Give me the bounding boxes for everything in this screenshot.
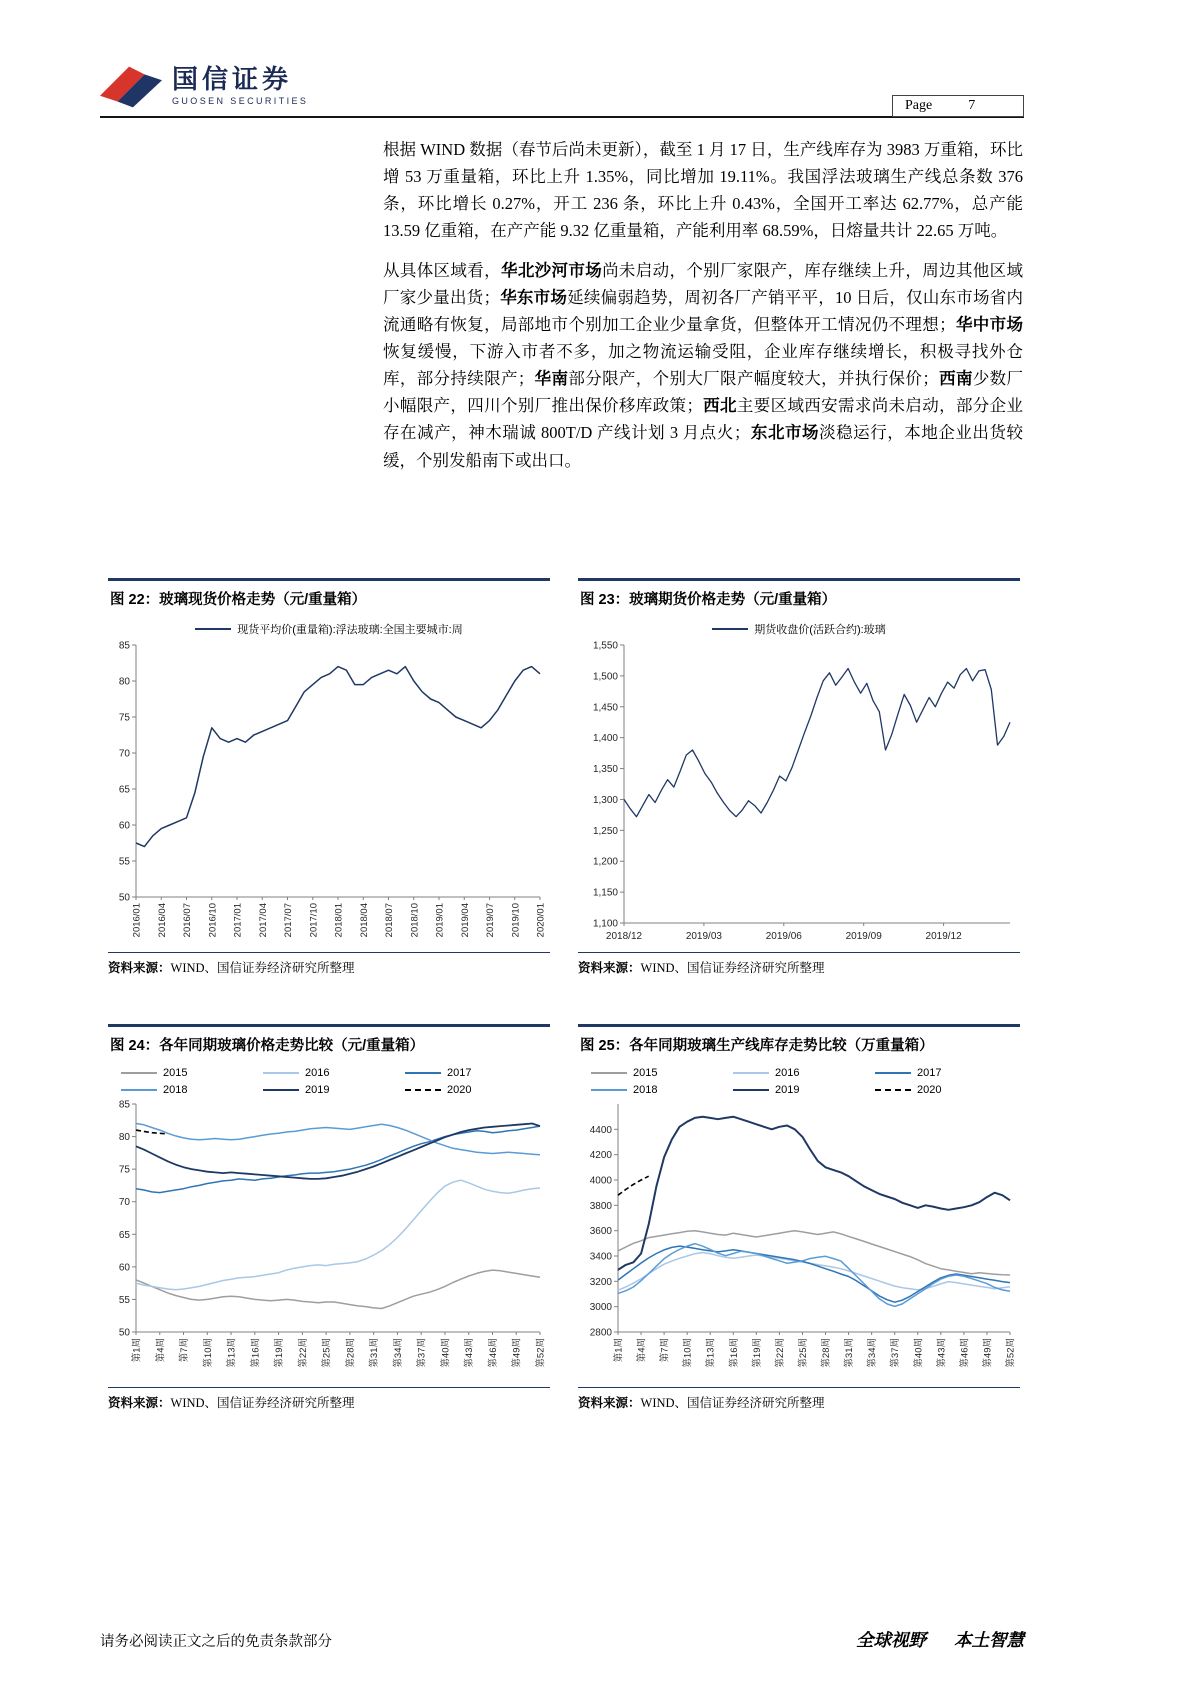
brand-logo [100,64,308,108]
legend-item [591,1067,723,1079]
legend-item [121,1084,253,1096]
svg-text:75: 75 [118,712,130,724]
svg-text:1,500: 1,500 [592,670,618,682]
svg-text:第13周: 第13周 [705,1337,717,1368]
svg-text:2017/07: 2017/07 [283,902,294,937]
svg-text:第16周: 第16周 [728,1337,740,1368]
page-number: 7 [968,98,976,113]
svg-text:第49周: 第49周 [511,1337,523,1368]
svg-text:2018/10: 2018/10 [409,902,421,937]
legend-line-icon [712,628,748,630]
legend-label: 现货平均价(重量箱):浮法玻璃:全国主要城市:周 [237,623,463,636]
figure-24-chart [108,1098,550,1384]
footer-slogan [856,1627,1024,1652]
legend-label: 2018 [633,1083,658,1096]
brand-name: 国信证券 [172,63,293,94]
svg-text:第1周: 第1周 [131,1337,143,1362]
figure-24-source [108,1387,550,1411]
legend-line-icon [733,1089,769,1091]
svg-text:2019/07: 2019/07 [485,902,496,937]
svg-text:第37周: 第37周 [416,1337,428,1368]
source-text: WIND、国信证券经济研究所整理 [640,1395,825,1410]
legend-item [121,1067,253,1079]
svg-text:3200: 3200 [589,1276,612,1288]
svg-text:第52周: 第52周 [535,1337,547,1368]
svg-text:75: 75 [118,1164,130,1176]
svg-text:2019/12: 2019/12 [925,930,962,942]
paragraph-production-data: 根据 WIND 数据（春节后尚未更新），截至 1 月 17 日，生产线库存为 3983 万重箱，环比增 53 万重量箱，环比上升 1.35%，同比增加 19.11%。我国浮法玻璃生产线总条数 376 条，环比增长 0.27%，开工 236 条，环比上升 0.43%，全国开工率达 62.77%，总产能 13.59 亿重箱，在产产能 9.32 亿重量箱，产能利用率 68.59%，日熔量共计 22.65 万吨。 [383,140,1023,241]
svg-text:第52周: 第52周 [1005,1337,1017,1368]
legend-label: 2020 [447,1083,472,1096]
svg-text:第46周: 第46周 [959,1337,971,1368]
guosen-logo-icon [100,64,162,108]
svg-text:第10周: 第10周 [682,1337,694,1368]
figure-25-legend [578,1067,1020,1096]
figure-23-legend [578,621,1020,637]
svg-text:1,550: 1,550 [592,640,618,652]
source-label: 资料来源： [578,960,641,975]
brand-subtitle: GUOSEN SECURITIES [172,96,309,107]
svg-text:1,450: 1,450 [592,701,618,713]
svg-text:3600: 3600 [589,1225,612,1237]
svg-text:50: 50 [118,892,130,904]
svg-text:4000: 4000 [589,1175,612,1187]
legend-line-icon [733,1072,769,1074]
svg-text:2019/03: 2019/03 [685,930,722,942]
svg-text:55: 55 [118,856,130,868]
legend-line-icon [591,1089,627,1091]
svg-text:第4周: 第4周 [636,1337,648,1362]
svg-text:2019/09: 2019/09 [845,930,882,942]
svg-text:85: 85 [118,1099,130,1111]
svg-text:第28周: 第28周 [821,1337,833,1368]
slogan-right: 本土智慧 [954,1630,1024,1650]
disclaimer-text: 请务必阅读正文之后的免责条款部分 [100,1634,332,1650]
svg-text:第25周: 第25周 [321,1337,333,1368]
svg-text:3400: 3400 [589,1251,612,1263]
svg-text:65: 65 [118,784,130,796]
svg-text:70: 70 [118,1196,130,1208]
svg-text:第7周: 第7周 [659,1337,671,1362]
legend-line-icon [121,1072,157,1074]
svg-text:1,200: 1,200 [592,856,618,868]
figure-grid [108,578,1020,1411]
svg-text:第37周: 第37周 [890,1337,902,1368]
legend-label: 2020 [917,1083,942,1096]
figure-23-source [578,952,1020,976]
svg-text:60: 60 [118,820,130,832]
legend-label: 2019 [775,1083,800,1096]
svg-text:第31周: 第31周 [369,1337,381,1368]
legend-item [712,621,885,637]
svg-text:2018/07: 2018/07 [384,902,395,937]
svg-text:55: 55 [118,1294,130,1306]
figure-22-title: 图 22：玻璃现货价格走势（元/重量箱） [108,578,550,615]
legend-line-icon [263,1089,299,1091]
slogan-left: 全球视野 [856,1630,926,1650]
svg-text:第13周: 第13周 [226,1337,238,1368]
svg-text:第22周: 第22周 [297,1337,309,1368]
legend-item [405,1067,537,1079]
figure-22-legend [108,621,550,637]
legend-item [405,1084,537,1096]
figure-22-chart [108,639,550,949]
svg-text:65: 65 [118,1229,130,1241]
svg-text:85: 85 [118,640,130,652]
svg-text:4400: 4400 [589,1124,612,1136]
svg-text:2017/04: 2017/04 [257,902,269,937]
legend-line-icon [875,1072,911,1074]
legend-label: 2016 [775,1066,800,1079]
source-label: 资料来源： [578,1395,641,1410]
svg-text:1,300: 1,300 [592,794,618,806]
svg-text:第19周: 第19周 [274,1337,286,1368]
svg-text:第4周: 第4周 [155,1337,167,1362]
legend-line-icon [405,1072,441,1074]
svg-text:2016/04: 2016/04 [156,902,168,937]
legend-item [263,1067,395,1079]
svg-text:第10周: 第10周 [202,1337,214,1368]
legend-item [195,621,463,637]
svg-text:2017/10: 2017/10 [308,902,320,937]
source-label: 资料来源： [108,960,171,975]
svg-text:2019/06: 2019/06 [765,930,802,942]
svg-text:第19周: 第19周 [751,1337,763,1368]
svg-text:第43周: 第43周 [464,1337,476,1368]
svg-text:第28周: 第28周 [345,1337,357,1368]
svg-text:2016/07: 2016/07 [182,902,193,937]
figure-22 [108,578,550,976]
svg-text:第46周: 第46周 [487,1337,499,1368]
legend-line-icon [875,1089,911,1091]
svg-text:2019/04: 2019/04 [459,902,471,937]
svg-text:第1周: 第1周 [613,1337,625,1362]
svg-text:第40周: 第40周 [440,1337,452,1368]
brand-text [172,63,309,107]
svg-text:2018/01: 2018/01 [333,902,345,937]
svg-text:1,150: 1,150 [592,887,618,899]
page-footer [100,1627,1024,1652]
svg-text:70: 70 [118,748,130,760]
legend-label: 2015 [633,1066,658,1079]
figure-22-source [108,952,550,976]
legend-item [875,1084,1007,1096]
svg-text:1,100: 1,100 [592,918,618,930]
legend-item [875,1067,1007,1079]
svg-text:2020/01: 2020/01 [535,902,547,937]
svg-text:第25周: 第25周 [797,1337,809,1368]
page-number-box [892,95,1024,117]
svg-text:2018/04: 2018/04 [358,902,370,937]
svg-text:50: 50 [118,1327,130,1339]
svg-text:第40周: 第40周 [913,1337,925,1368]
legend-item [263,1084,395,1096]
legend-line-icon [121,1089,157,1091]
svg-text:2016/10: 2016/10 [207,902,219,937]
figure-23-chart [578,639,1020,949]
svg-text:第31周: 第31周 [844,1337,856,1368]
page-label: Page [905,98,933,113]
legend-line-icon [263,1072,299,1074]
legend-label: 2015 [163,1066,188,1079]
report-body [383,136,1023,474]
legend-label: 2017 [917,1066,942,1079]
figure-24-legend [108,1067,550,1096]
report-main [100,136,1024,1411]
svg-text:60: 60 [118,1261,130,1273]
svg-text:第22周: 第22周 [774,1337,786,1368]
legend-line-icon [195,628,231,630]
svg-text:第7周: 第7周 [179,1337,191,1362]
page-header [100,64,1024,118]
legend-label: 期货收盘价(活跃合约):玻璃 [754,623,886,636]
legend-item [733,1067,865,1079]
legend-label: 2018 [163,1083,188,1096]
legend-item [733,1084,865,1096]
paragraph-regional-markets: 从具体区域看，华北沙河市场尚未启动，个别厂家限产，库存继续上升，周边其他区域厂家少量出货；华东市场延续偏弱趋势，周初各厂产销平平，10 日后，仅山东市场省内流通略有恢复，局部地市个别加工企业少量拿货，但整体开工情况仍不理想；华中市场恢复缓慢，下游入市者不多，加之物流运输受阻，企业库存继续增长，积极寻找外仓库，部分持续限产；华南部分限产，个别大厂限产幅度较大，并执行保价；西南少数厂小幅限产，四川个别厂推出保价移库政策；西北主要区域西安需求尚未启动，部分企业存在减产，神木瑞诚 800T/D 产线计划 3 月点火；东北市场淡稳运行，本地企业出货较缓，个别发船南下或出口。 [383,261,1024,470]
svg-text:第34周: 第34周 [392,1337,404,1368]
svg-text:2016/01: 2016/01 [131,902,143,937]
svg-text:2017/01: 2017/01 [232,902,244,937]
svg-text:第49周: 第49周 [982,1337,994,1368]
legend-line-icon [591,1072,627,1074]
svg-text:2019/10: 2019/10 [510,902,522,937]
source-label: 资料来源： [108,1395,171,1410]
svg-text:2018/12: 2018/12 [605,930,643,942]
svg-text:2800: 2800 [589,1327,612,1339]
svg-text:第43周: 第43周 [936,1337,948,1368]
legend-item [591,1084,723,1096]
figure-25-chart [578,1098,1020,1384]
svg-text:第16周: 第16周 [250,1337,262,1368]
source-text: WIND、国信证券经济研究所整理 [170,1395,355,1410]
source-text: WIND、国信证券经济研究所整理 [170,960,355,975]
legend-label: 2016 [305,1066,330,1079]
figure-24 [108,1024,550,1411]
svg-text:80: 80 [118,676,130,688]
figure-24-title: 图 24：各年同期玻璃价格走势比较（元/重量箱） [108,1024,550,1061]
figure-25 [578,1024,1020,1411]
legend-label: 2017 [447,1066,472,1079]
legend-line-icon [405,1089,441,1091]
figure-25-source [578,1387,1020,1411]
figure-23-title: 图 23：玻璃期货价格走势（元/重量箱） [578,578,1020,615]
svg-text:1,350: 1,350 [592,763,618,775]
svg-text:1,400: 1,400 [592,732,618,744]
source-text: WIND、国信证券经济研究所整理 [640,960,825,975]
svg-text:4200: 4200 [589,1149,612,1161]
svg-text:第34周: 第34周 [867,1337,879,1368]
figure-25-title: 图 25：各年同期玻璃生产线库存走势比较（万重量箱） [578,1024,1020,1061]
svg-text:1,250: 1,250 [592,825,618,837]
svg-text:2019/01: 2019/01 [434,902,446,937]
svg-text:3800: 3800 [589,1200,612,1212]
svg-text:3000: 3000 [589,1301,612,1313]
svg-text:80: 80 [118,1131,130,1143]
legend-label: 2019 [305,1083,330,1096]
figure-23 [578,578,1020,976]
